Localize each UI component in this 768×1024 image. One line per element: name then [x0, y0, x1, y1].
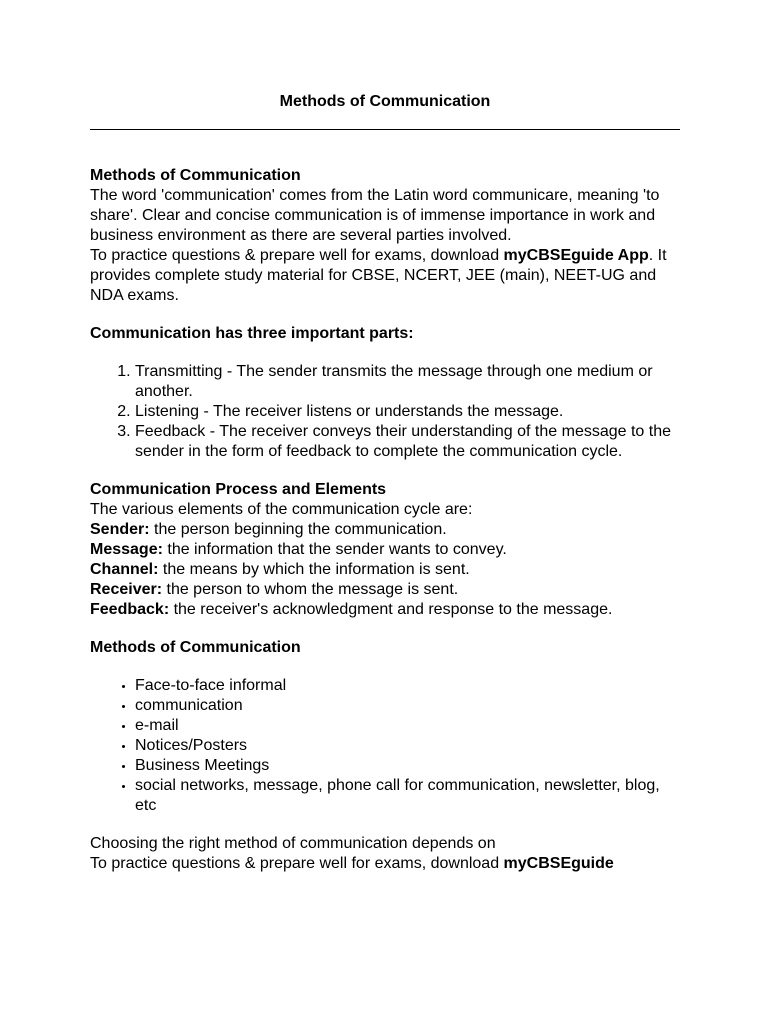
list-item: 1. Transmitting - The sender transmits the message through one medium or another.	[135, 362, 680, 402]
list-item: • social networks, message, phone call for communication, newsletter, blog, etc	[135, 776, 680, 816]
element-term: Message:	[90, 541, 163, 558]
element-definition: the receiver's acknowledgment and response to the message.	[169, 601, 613, 618]
elements-intro: The various elements of the communication cycle are:	[90, 501, 473, 518]
document-page	[90, 92, 680, 874]
closing-line: Choosing the right method of communication depends on	[90, 835, 496, 852]
methods-list	[90, 676, 680, 816]
promo-suffix: . It provides complete study material for CBSE, NCERT, JEE (main), NEET-UG and NDA exams.	[90, 247, 667, 304]
closing-promo	[90, 854, 680, 874]
list-item: • Face-to-face informal	[135, 676, 680, 696]
section-heading-methods: Methods of Communication	[90, 167, 301, 184]
list-item: 3. Feedback - The receiver conveys their understanding of the message to the sender in the form of feedback to complete the communication cycle.	[135, 422, 680, 462]
element-message	[90, 540, 680, 560]
promo-app-name: myCBSEguide App	[503, 247, 649, 264]
document-title: Methods of Communication	[279, 93, 491, 110]
element-channel	[90, 560, 680, 580]
promo-paragraph	[90, 246, 680, 306]
promo-prefix: To practice questions & prepare well for exams, download	[90, 247, 504, 264]
intro-paragraph: The word 'communication' comes from the Latin word communicare, meaning 'to share'. Clear and concise communication is of immense importance in work and business environment as there are several parties involved.	[90, 187, 660, 244]
list-item: 2. Listening - The receiver listens or understands the message.	[135, 402, 680, 422]
element-definition: the person beginning the communication.	[149, 521, 447, 538]
title-divider	[90, 129, 680, 130]
list-item: • Business Meetings	[135, 756, 680, 776]
element-sender	[90, 520, 680, 540]
element-definition: the means by which the information is sent.	[158, 561, 470, 578]
section-heading-methods-list: Methods of Communication	[90, 639, 301, 656]
element-term: Channel:	[90, 561, 159, 578]
parts-list	[90, 362, 680, 462]
element-receiver	[90, 580, 680, 600]
list-item: • Notices/Posters	[135, 736, 680, 756]
element-term: Feedback:	[90, 601, 170, 618]
element-term: Receiver:	[90, 581, 163, 598]
element-term: Sender:	[90, 521, 150, 538]
list-item: • e-mail	[135, 716, 680, 736]
element-definition: the information that the sender wants to convey.	[162, 541, 507, 558]
element-feedback	[90, 600, 680, 620]
closing-app-name: myCBSEguide	[503, 855, 614, 872]
section-heading-process: Communication Process and Elements	[90, 481, 387, 498]
closing-promo-prefix: To practice questions & prepare well for exams, download	[90, 855, 504, 872]
element-definition: the person to whom the message is sent.	[162, 581, 459, 598]
list-item: • communication	[135, 696, 680, 716]
section-heading-parts: Communication has three important parts:	[90, 325, 414, 342]
document-body	[90, 166, 680, 874]
